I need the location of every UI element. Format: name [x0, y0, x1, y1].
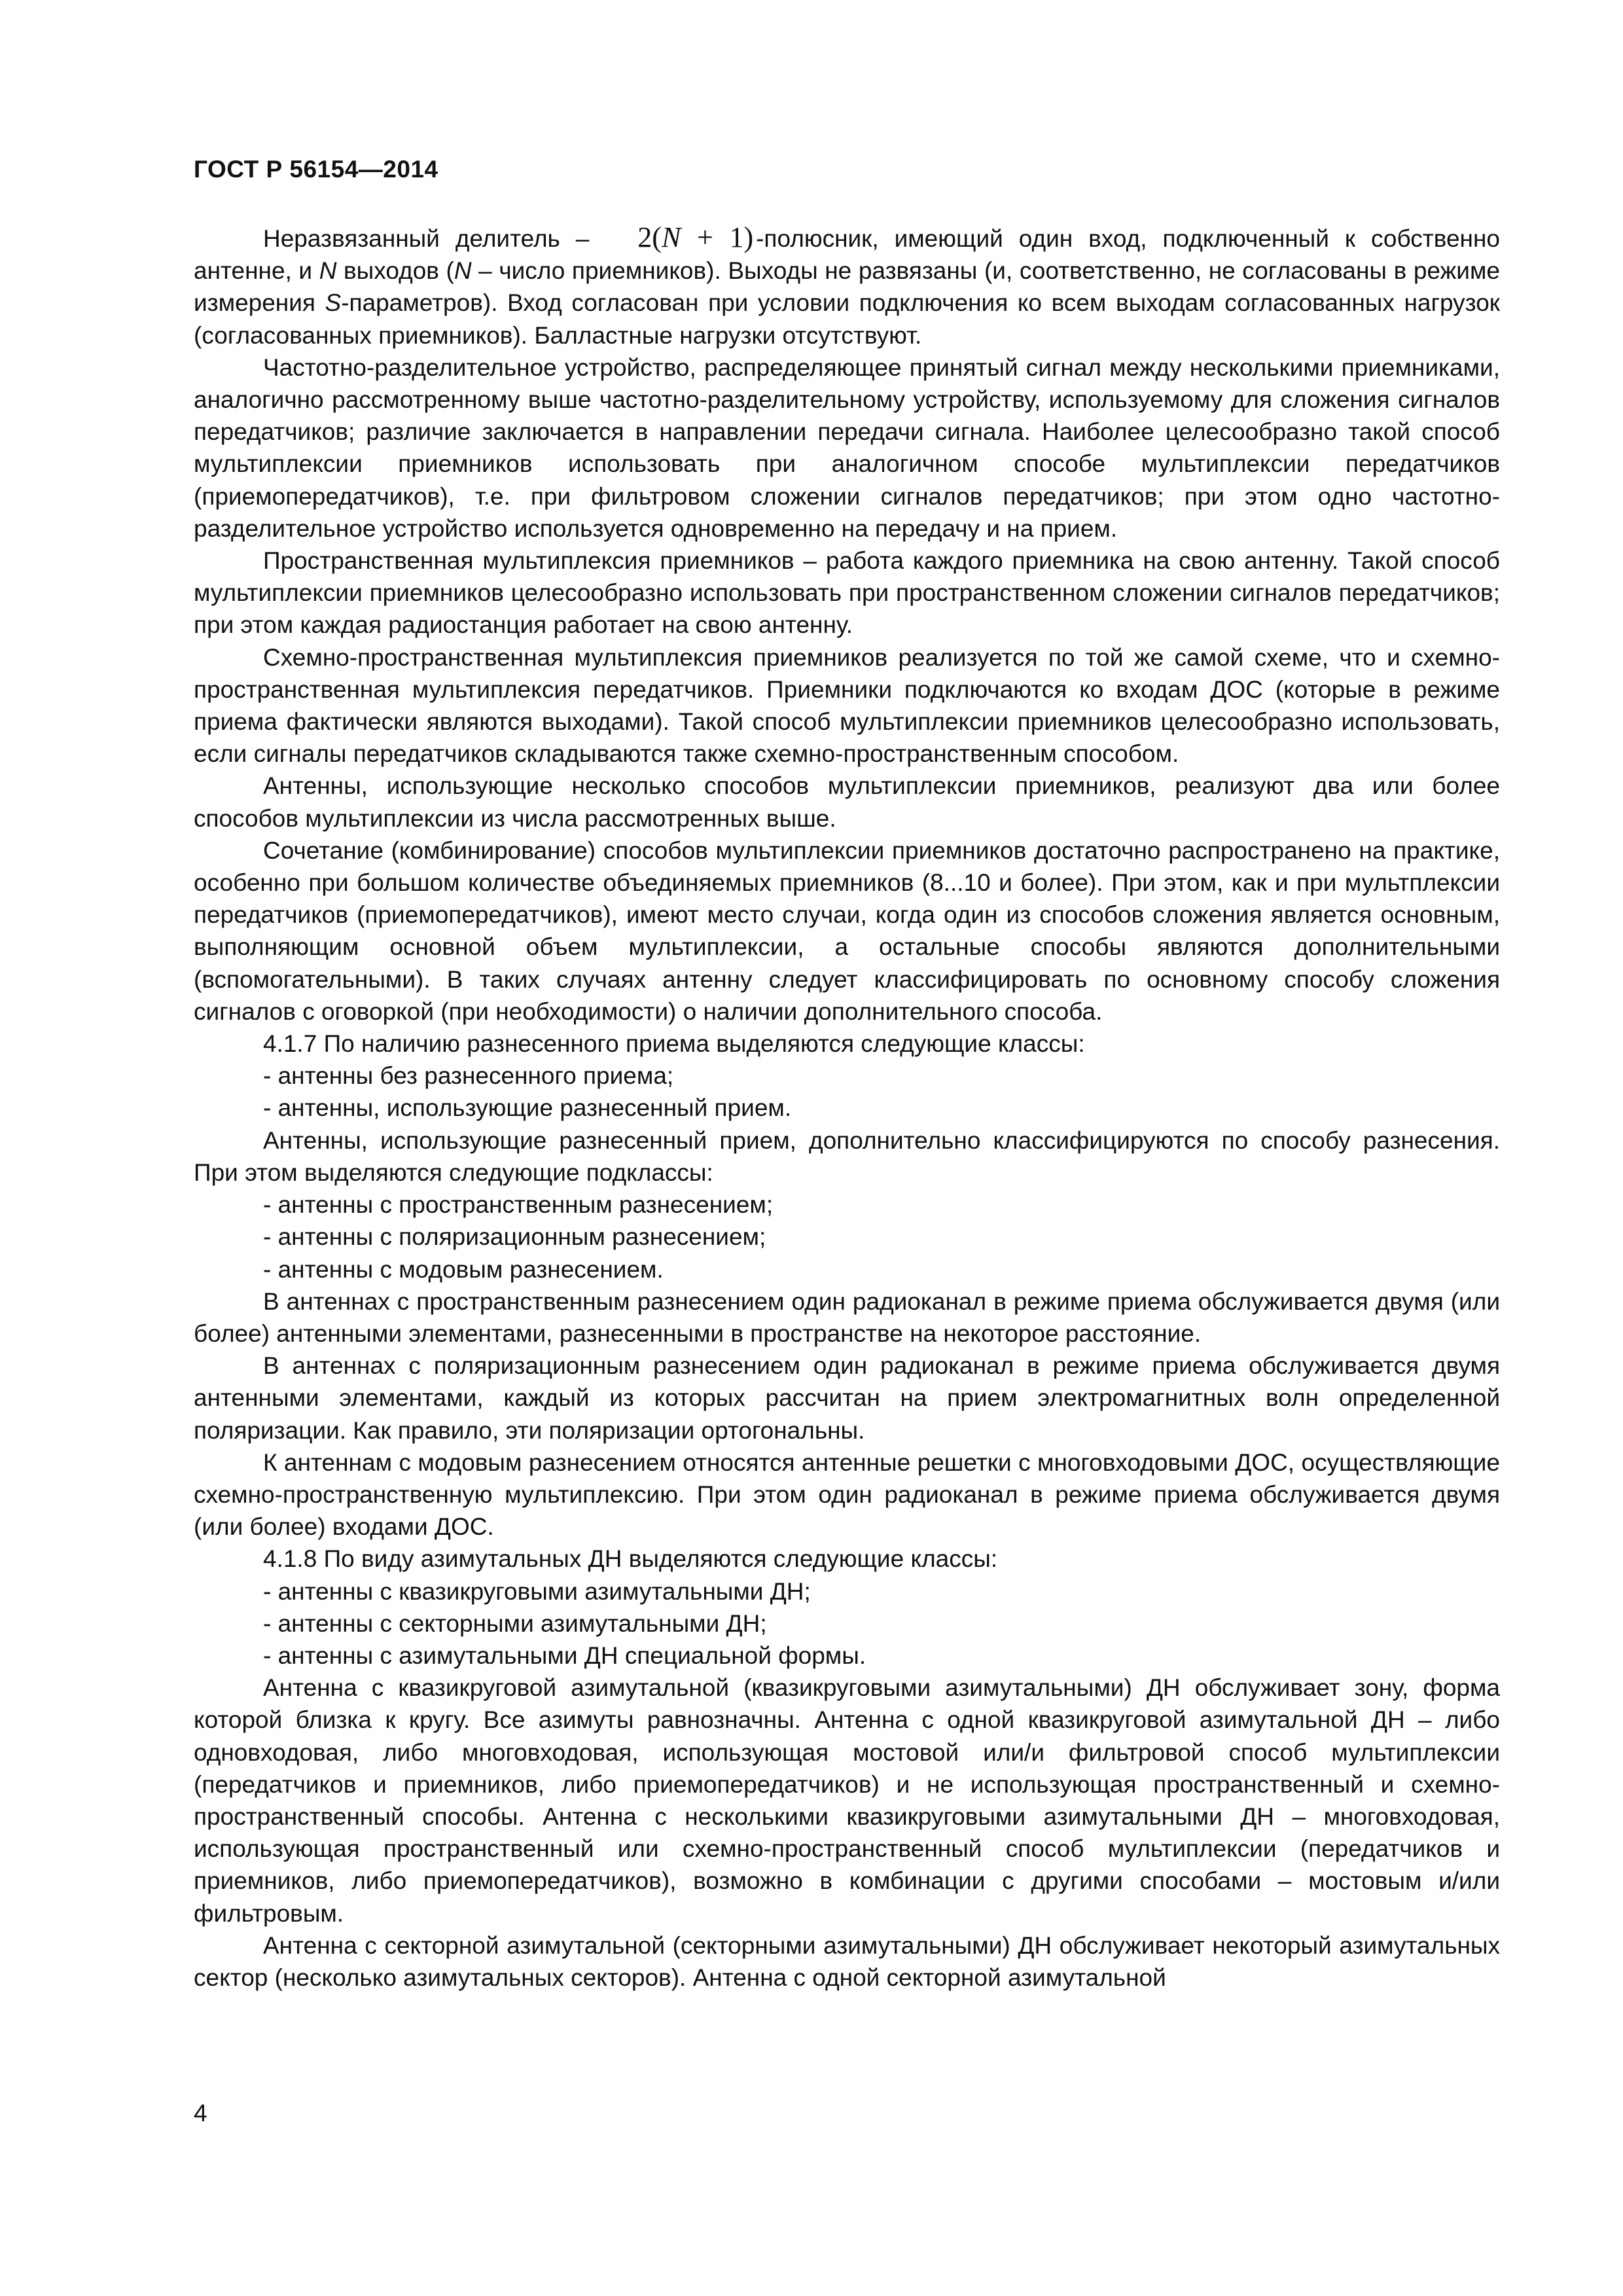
list-item: - антенны с азимутальными ДН специальной формы. — [263, 1641, 866, 1669]
paragraph: Сочетание (комбинирование) способов мультиплексии приемников достаточно распространено на практике, особенно при большом количестве объединяемых приемников (8...10 и более). При этом, как и при мультплексии передатчиков (приемопередатчиков), имеют место случаи, когда один из способов сложения является основным, выполняющим основной объем мультиплексии, а остальные способы являются дополнительными (вспомогательными). В таких случаях антенну следует классифицировать по основному способу сложения сигналов с оговоркой (при необходимости) о наличии дополнительного способа. — [194, 836, 1500, 1025]
section-heading-4-1-7: 4.1.7 По наличию разнесенного приема выделяются следующие классы: — [263, 1030, 1085, 1058]
list-item: - антенны без разнесенного приема; — [263, 1062, 674, 1090]
paragraph: Пространственная мультиплексия приемников – работа каждого приемника на свою антенну. Такой способ мультиплексии приемников целесообразно использовать при пространственном сложении сигналов передатчиков; при этом каждая радиостанция работает на свою антенну. — [194, 547, 1500, 639]
list-item: - антенны с поляризационным разнесением; — [263, 1223, 766, 1251]
text-run: выходов ( — [336, 257, 454, 285]
text-run: – число приемников). Выходы не развязаны (и, соответственно, не согласованы в режиме измерения — [194, 257, 1500, 317]
paragraph: Схемно-пространственная мультиплексия приемников реализуется по той же самой схеме, что и схемно-пространственная мультиплексия передатчиков. Приемники подключаются ко входам ДОС (которые в режиме приема фактически являются выходами). Такой способ мультиплексии приемников целесообразно использовать, если сигналы передатчиков складываются также схемно-пространственным способом. — [194, 643, 1500, 768]
variable-n: N — [319, 257, 337, 285]
list-item: - антенны с квазикруговыми азимутальными ДН; — [263, 1577, 811, 1605]
paragraph: Антенна с секторной азимутальной (секторными азимутальными) ДН обслуживает некоторый азимутальных сектор (несколько азимутальных секторов). Антенна с одной секторной азимутальной — [194, 1931, 1500, 1991]
list-item: - антенны, использующие разнесенный прием. — [263, 1094, 792, 1122]
paragraph: В антеннах с пространственным разнесением один радиоканал в режиме приема обслуживается двумя (или более) антенными элементами, разнесенными в пространстве на некоторое расстояние. — [194, 1287, 1500, 1347]
list-item: - антенны с секторными азимутальными ДН; — [263, 1609, 767, 1637]
paragraph: Антенны, использующие несколько способов мультиплексии приемников, реализуют два или более способов мультиплексии из числа рассмотренных выше. — [194, 772, 1500, 832]
formula-part: 2( — [637, 221, 662, 253]
document-body — [194, 221, 1500, 1994]
section-heading-4-1-8: 4.1.8 По виду азимутальных ДН выделяются следующие классы: — [263, 1545, 998, 1573]
document-header: ГОСТ Р 56154—2014 — [194, 156, 438, 183]
text-run: -полюсник, имеющий один вход, подключенный к собственно антенне, и — [194, 225, 1500, 285]
paragraph: К антеннам с модовым разнесением относятся антенные решетки с многовходовыми ДОС, осуществляющие схемно-пространственную мультиплексию. При этом один радиоканал в режиме приема обслуживается двумя (или более) входами ДОС. — [194, 1448, 1500, 1541]
formula-part: + 1) — [681, 221, 754, 253]
paragraph: Антенны, использующие разнесенный прием, дополнительно классифицируются по способу разнесения. При этом выделяются следующие подклассы: — [194, 1126, 1500, 1186]
variable-n: N — [454, 257, 472, 285]
text-run: Неразвязанный делитель – — [263, 225, 605, 252]
list-item: - антенны с модовым разнесением. — [263, 1255, 664, 1283]
paragraph: Частотно-разделительное устройство, распределяющее принятый сигнал между несколькими приемниками, аналогично рассмотренному выше частотно-разделительному устройству, используемому для сложения сигналов передатчиков; различие заключается в направлении передачи сигнала. Наиболее целесообразно такой способ мультиплексии приемников использовать при аналогичном способе мультиплексии передатчиков (приемопередатчиков), т.е. при фильтровом сложении сигналов передатчиков; при этом одно частотно-разделительное устройство используется одновременно на передачу и на прием. — [194, 353, 1500, 542]
paragraph: Антенна с квазикруговой азимутальной (квазикруговыми азимутальными) ДН обслуживает зону, форма которой близка к кругу. Все азимуты равнозначны. Антенна с одной квазикруговой азимутальной ДН – либо одновходовая, либо многовходовая, использующая мостовой или/и фильтровой способ мультиплексии (передатчиков и приемников, либо приемопередатчиков) и не использующая пространственный и схемно-пространственный способы. Антенна с несколькими квазикруговыми азимутальными ДН – многовходовая, использующая пространственный или схемно-пространственный способ мультиплексии (передатчиков и приемников, либо приемопередатчиков), возможно в комбинации с другими способами – мостовым и/или фильтровым. — [194, 1674, 1500, 1927]
variable-s: S — [325, 289, 342, 317]
text-run: -параметров). Вход согласован при условии подключения ко всем выходам согласованных нагрузок (согласованных приемников). Балластные нагрузки отсутствуют. — [194, 289, 1500, 349]
formula-2n-plus-1 — [605, 221, 756, 253]
list-item: - антенны с пространственным разнесением; — [263, 1191, 774, 1219]
page-number: 4 — [194, 2100, 207, 2126]
paragraph-unbalanced-divider — [194, 221, 1500, 351]
paragraph: В антеннах с поляризационным разнесением один радиоканал в режиме приема обслуживается двумя антенными элементами, каждый из которых рассчитан на прием электромагнитных волн определенной поляризации. Как правило, эти поляризации ортогональны. — [194, 1352, 1500, 1444]
formula-variable: N — [661, 221, 681, 253]
